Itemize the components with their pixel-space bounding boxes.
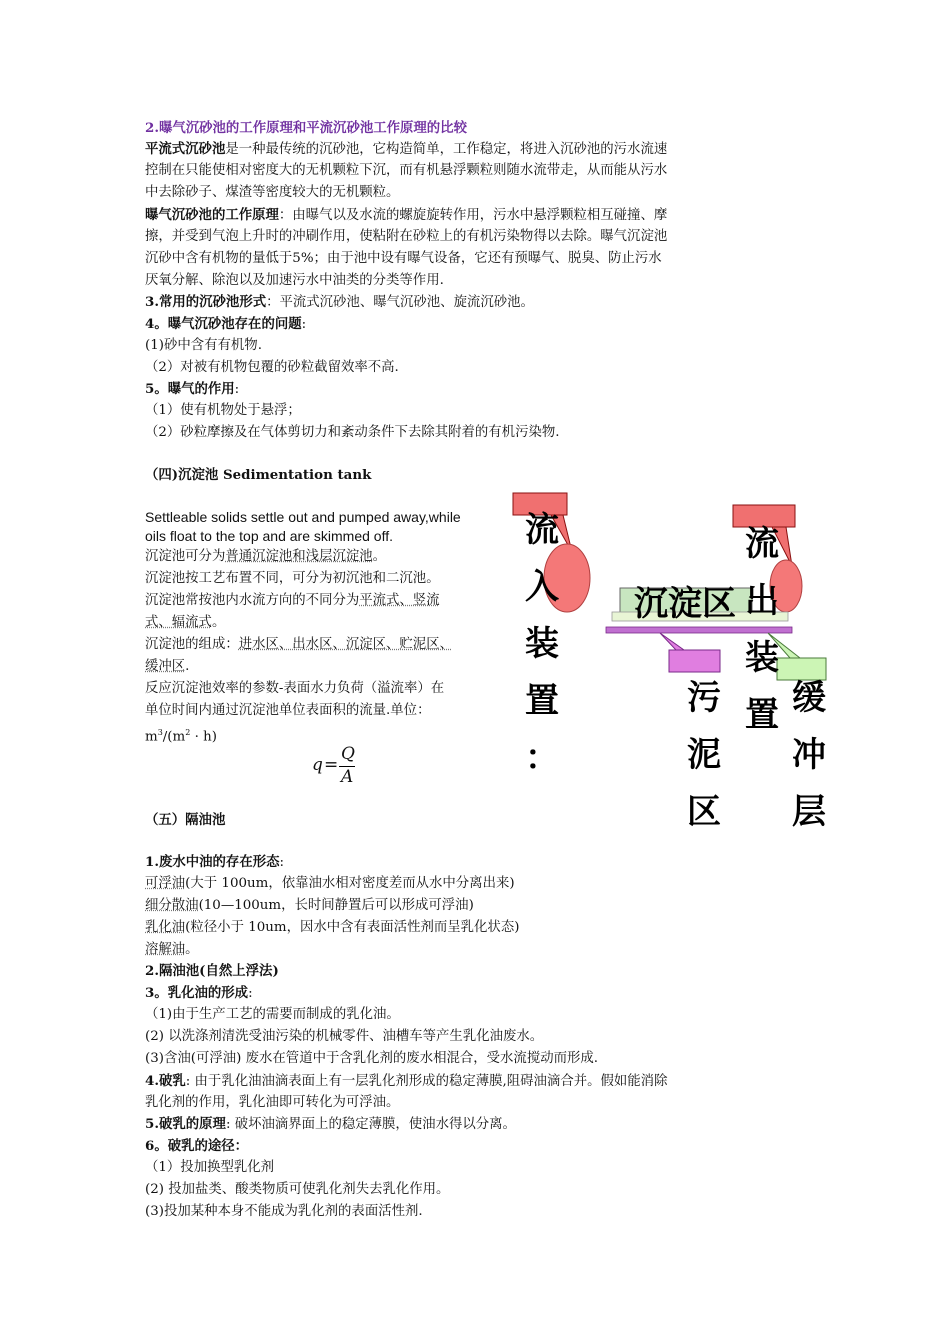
text-span: 普通沉淀池和浅层沉淀池 [225,549,373,564]
diagram-label-char: 缓 [792,678,826,718]
text-span: 。 [211,615,226,630]
paragraph-line [145,1071,667,1092]
list-item [145,940,199,960]
paragraph-line [145,852,284,873]
english-line: Settleable solids settle out and pumped away,while [145,509,461,525]
text-span: ：平流式沉砂池、曝气沉砂池、旋流沉砂池。 [266,295,534,310]
paragraph-line: 沉淀池按工艺布置不同，可分为初沉池和二沉池。 [145,571,440,586]
diagram-label-char: 区 [687,792,721,832]
text-span: 沉淀池常按池内水流方向的不同分为 [145,593,360,608]
term-emulsion-formation: 3。乳化油的形成 [145,985,249,1001]
formula-denominator: A [341,767,354,787]
text-span: 细分散油 [145,898,199,913]
text-span: : 破坏油滴界面上的稳定薄膜，使油水得以分离。 [225,1117,516,1132]
diagram-label-char: 层 [792,792,826,832]
paragraph-line: 厌氧分解、除泡以及加速污水中油类的分类等作用. [145,273,444,288]
list-item: （1）投加换型乳化剂 [145,1160,275,1175]
paragraph-line: 擦，并受到气泡上升时的冲刷作用，使粘附在砂粒上的有机污染物得以去除。曝气沉淀池 [145,229,668,244]
paragraph-line: 单位时间内通过沉淀池单位表面积的流量.单位： [145,703,431,718]
list-item [145,896,474,916]
formula-q: q [312,755,323,775]
english-line: oils float to the top and are skimmed off. [145,528,393,544]
text-span: 沉淀池可分为 [145,549,226,564]
list-item: （2）对被有机物包覆的砂粒截留效率不高. [145,360,399,375]
diagram-label-char: 出 [745,581,779,621]
paragraph-line: 反应沉淀池效率的参数-表面水力负荷（溢流率）在 [145,681,445,696]
text-span: ：由曝气以及水流的螺旋旋转作用，污水中悬浮颗粒相互碰撞、摩 [278,208,668,223]
term-oil-forms: 1.废水中油的存在形态 [145,854,280,870]
diagram-label-char: 装 [525,624,559,664]
text-span: 式、辐流式 [145,615,212,630]
term-problems: 4。曝气沉砂池存在的问题 [145,316,302,332]
diagram-label-char: 置 [745,695,779,735]
diagram-label-char: 入 [525,567,559,607]
text-span: : [248,986,253,1001]
section-heading-sedimentation: （四)沉淀池 Sedimentation tank [145,467,372,483]
diagram-label-char: 泥 [687,735,721,775]
text-span: 平流式、竖流 [359,593,440,608]
paragraph-line: 中去除砂子、煤渣等密度较大的无机颗粒。 [145,185,400,200]
list-item: (3)含油(可浮油) 废水在管道中于含乳化剂的废水相混合，受水流搅动而形成. [145,1051,599,1066]
formula-equals: = [324,755,339,775]
text-span: 是一种最传统的沉砂池，它构造简单，工作稳定，将进入沉砂池的污水流速 [225,142,668,157]
text-span: : [279,855,285,870]
paragraph-line: 乳化剂的作用，乳化油即可转化为可浮油。 [145,1095,400,1110]
list-item: （1）使有机物处于悬浮； [145,403,301,418]
diagram-label-char: 装 [745,638,779,678]
text-span: 乳化油 [145,920,186,935]
outlet-device-label [740,516,784,744]
list-item: (1)砂中含有有机物. [145,338,262,353]
list-item: （2）砂粒摩擦及在气体剪切力和紊动条件下去除其附着的有机污染物. [145,425,560,440]
diagram-label-char: ： [525,738,559,778]
term-aerated-grit-principle: 曝气沉砂池的工作原理 [145,207,279,223]
text-span: 。 [372,549,387,564]
diagram-label-char: 流 [745,524,779,564]
sludge-zone-label [682,670,726,841]
list-item: （1)由于生产工艺的需要而制成的乳化油。 [145,1007,400,1022]
term-aeration-role: 5。曝气的作用 [145,381,235,397]
settling-zone-label: 沉淀区 [634,584,736,624]
sludge-callout-pointer [660,633,684,650]
term-demulsification-principle: 5.破乳的原理 [145,1116,226,1132]
term-demulsification-routes: 6。破乳的途径 [145,1138,235,1154]
superscript: 3 [157,728,163,737]
diagram-label-char: 冲 [792,735,826,775]
text-span: (10—100um，长时间静置后可以形成可浮油) [198,898,474,913]
paragraph-line [145,1114,516,1135]
text-span: · h) [190,729,217,745]
text-span: 进水区、出水区、沉淀区、贮泥区、 [238,637,453,652]
text-span: /(m [162,729,186,745]
text-span: ： [234,1138,249,1154]
paragraph-line [145,1136,248,1157]
text-span: : 由于乳化油油滴表面上有一层乳化剂形成的稳定薄膜,阻碍油滴合并。假如能消除 [185,1074,668,1089]
text-span: (大于 100um，依靠油水相对密度差而从水中分离出来) [185,876,515,891]
text-span: : [301,317,307,332]
list-item: (2) 投加盐类、酸类物质可使乳化剂失去乳化作用。 [145,1182,450,1197]
superscript: 2 [185,728,191,737]
inlet-device-label [520,502,564,787]
formula-numerator: Q [341,744,355,764]
sludge-callout-box [669,650,720,672]
text-span: 缓冲区 [145,659,186,674]
list-item [145,918,519,938]
term-horizontal-grit-chamber: 平流式沉砂池 [145,141,226,157]
text-span: (粒径小于 10um，因水中含有表面活性剂而呈乳化状态) [185,920,520,935]
paragraph-line: 沉砂中含有机物的量低于5%；由于池中设有曝气设备，它还有预曝气、脱臭、防止污水 [145,251,662,266]
list-item [145,874,515,894]
diagram-label-char: 污 [687,678,721,718]
list-item: (3)投加某种本身不能成为乳化剂的表面活性剂. [145,1204,423,1219]
term-common-forms: 3.常用的沉砂池形式 [145,294,267,310]
buffer-layer-label [787,670,831,841]
text-span: . [185,659,190,674]
paragraph-line: 控制在只能使相对密度大的无机颗粒下沉，而有机悬浮颗粒则随水流带走，从而能从污水 [145,163,668,178]
text-span: 可浮油 [145,876,186,891]
diagram-label-char: 流 [525,510,559,550]
term-demulsification: 4.破乳 [145,1073,186,1089]
diagram-label-char: 置 [525,681,559,721]
section-heading-oil-separator: （五）隔油池 [145,812,226,828]
text-span: : [234,382,240,397]
text-span: 。 [185,942,199,957]
paragraph-line: 2.隔油池(自然上浮法) [145,963,279,979]
section-heading-grit-chamber: 2.曝气沉砂池的工作原理和平流沉砂池工作原理的比较 [145,120,467,136]
paragraph-line [145,983,253,1004]
text-span: m [145,729,158,745]
text-span: 溶解油 [145,942,186,957]
list-item: (2) 以洗涤剂清洗受油污染的机械零件、油槽车等产生乳化油废水。 [145,1029,544,1044]
text-span: 沉淀池的组成： [145,637,239,652]
